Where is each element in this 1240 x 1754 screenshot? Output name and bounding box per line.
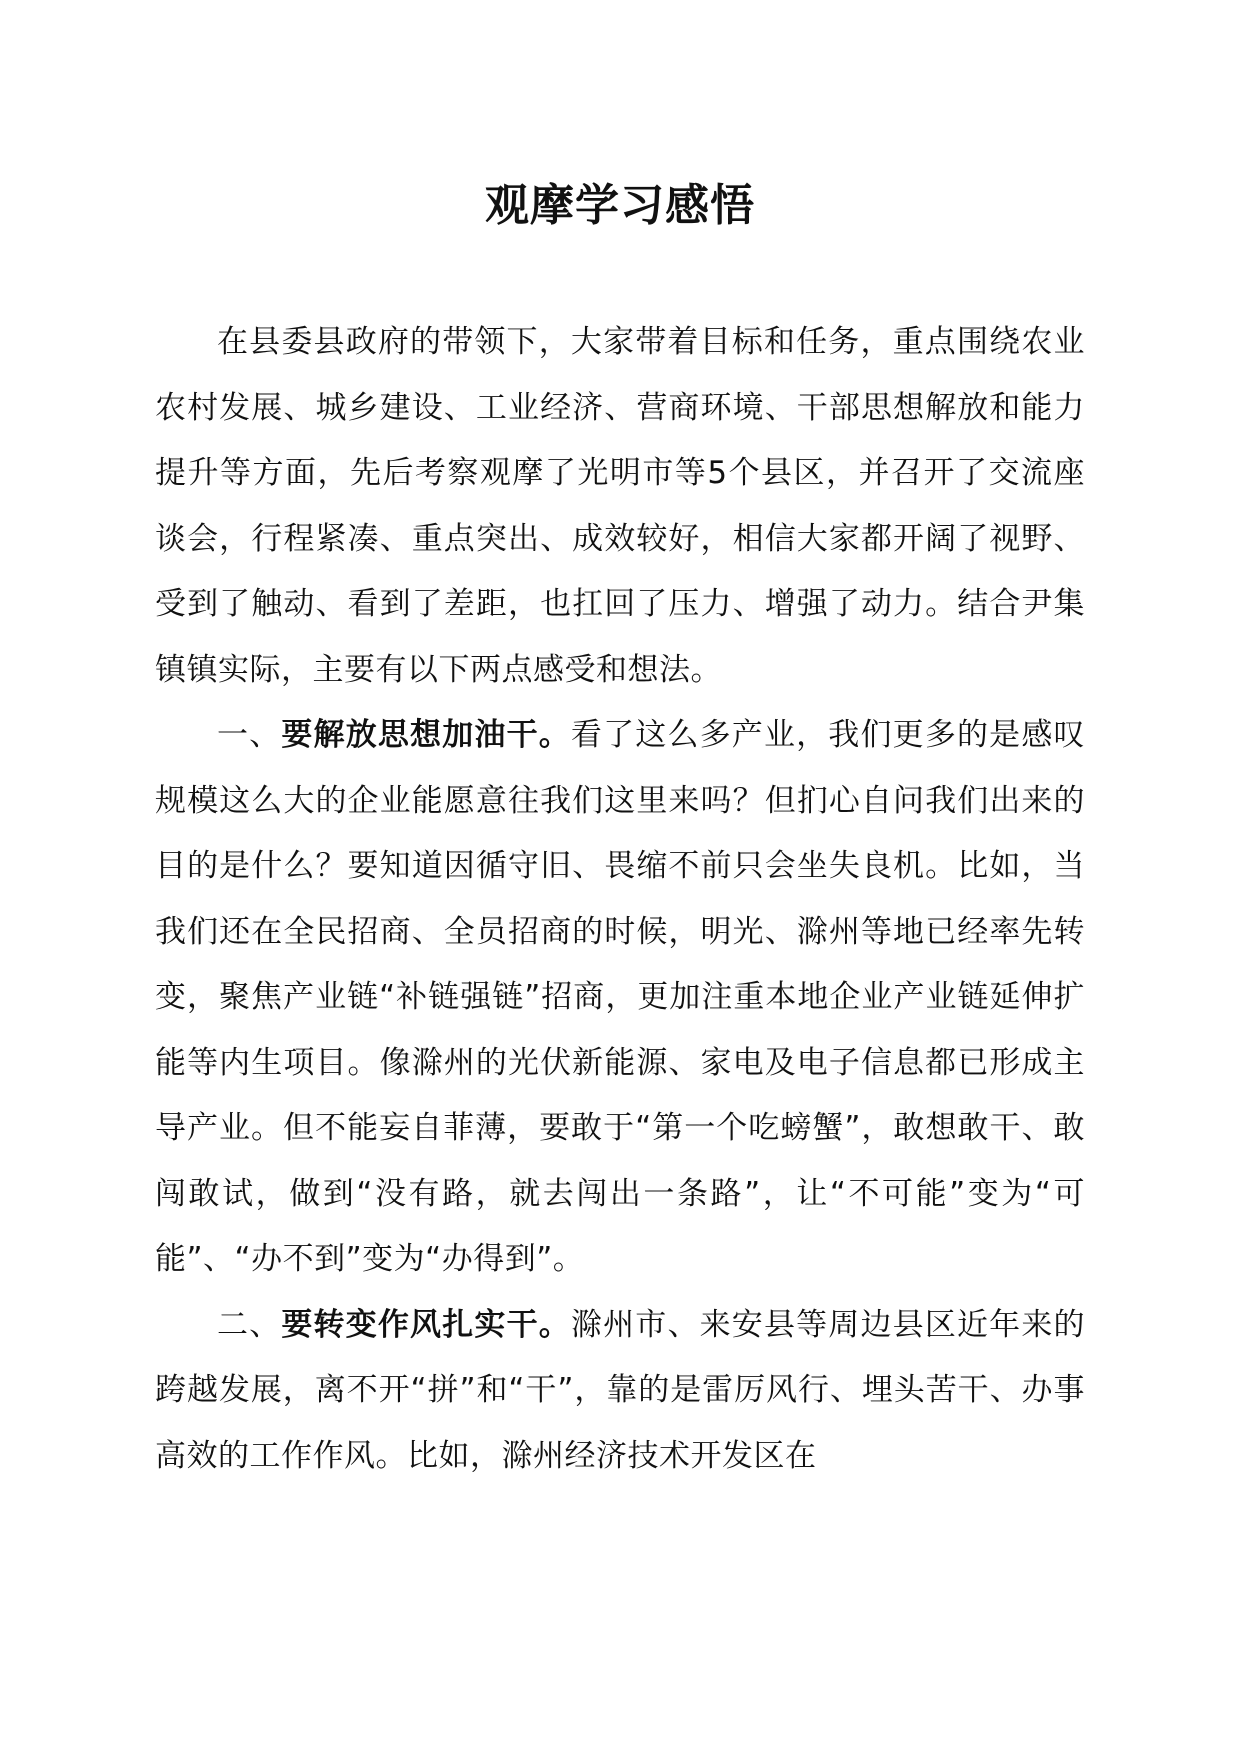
paragraph-intro xyxy=(155,310,1085,703)
paragraph-section-2 xyxy=(155,1293,1085,1490)
paragraph-text: 在县委县政府的带领下，大家带着目标和任务，重点围绕农业农村发展、城乡建设、工业经济、营商环境、干部思想解放和能力提升等方面，先后考察观摩了光明市等5个县区，并召开了交流座谈会，行程紧凑、重点突出、成效较好，相信大家都开阔了视野、受到了触动、看到了差距，也扛回了压力、增强了动力。结合尹集镇镇实际，主要有以下两点感受和想法。 xyxy=(155,324,1085,688)
section-heading: 要转变作风扎实干。 xyxy=(281,1306,571,1343)
paragraph-text: 看了这么多产业，我们更多的是感叹规模这么大的企业能愿意往我们这里来吗？但扪心自问我们出来的目的是什么？要知道因循守旧、畏缩不前只会坐失良机。比如，当我们还在全民招商、全员招商的时候，明光、滁州等地已经率先转变，聚焦产业链“补链强链”招商，更加注重本地企业产业链延伸扩能等内生项目。像滁州的光伏新能源、家电及电子信息都已形成主导产业。但不能妄自菲薄，要敢于“第一个吃螃蟹”，敢想敢干、敢闯敢试，做到“没有路，就去闯出一条路”，让“不可能”变为“可能”、“办不到”变为“办得到”。 xyxy=(155,717,1086,1277)
section-number: 一、 xyxy=(217,717,282,753)
paragraph-text: 滁州市、来安县等周边县区近年来的跨越发展，离不开“拼”和“干”，靠的是雷厉风行、埋头苦干、办事高效的工作作风。比如，滁州经济技术开发区在 xyxy=(155,1306,1086,1474)
document-body xyxy=(155,310,1085,1489)
section-number: 二、 xyxy=(217,1306,282,1343)
document-title: 观摩学习感悟 xyxy=(485,180,755,231)
section-heading: 要解放思想加油干。 xyxy=(281,717,571,753)
paragraph-section-1 xyxy=(155,703,1085,1293)
